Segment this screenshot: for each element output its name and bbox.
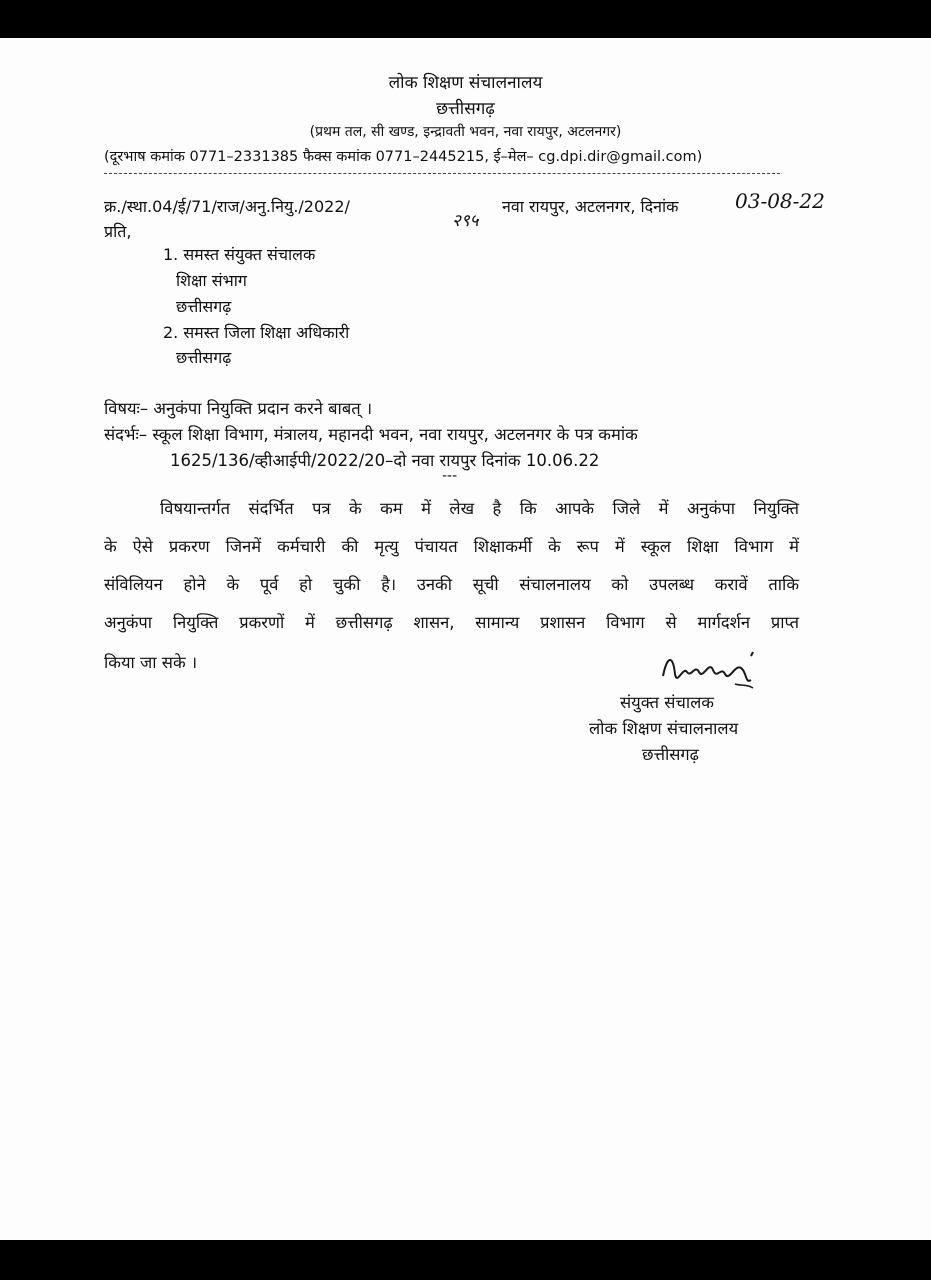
recipient-2-state: छत्तीसगढ़	[176, 348, 232, 367]
handwritten-signature	[655, 646, 765, 696]
subject-line: विषयः– अनुकंपा नियुक्ति प्रदान करने बाबत् ।	[104, 399, 373, 418]
body-line-5: किया जा सके ।	[104, 653, 198, 672]
recipient-1-title: 1. समस्त संयुक्त संचालक	[163, 245, 316, 264]
header-divider	[104, 173, 780, 174]
handwritten-date: 03-08-22	[735, 189, 825, 213]
body-line-3: संविलियन होने के पूर्व हो चुकी है। उनकी सूची संचालनालय को उपलब्ध करावें ताकि	[104, 575, 799, 594]
recipient-1-dept: शिक्षा संभाग	[176, 271, 247, 290]
contact-line: (दूरभाष कमांक 0771–2331385 फैक्स कमांक 0771–2445215, ई–मेल– cg.dpi.dir@gmail.com)	[104, 149, 703, 165]
org-name: लोक शिक्षण संचालनालय	[388, 73, 543, 93]
body-line-4: अनुकंपा नियुक्ति प्रकरणों में छत्तीसगढ़ शासन, सामान्य प्रशासन विभाग से मार्गदर्शन प्राप्त	[104, 613, 799, 632]
office-address: (प्रथम तल, सी खण्ड, इन्द्रावती भवन, नवा रायपुर, अटलनगर)	[309, 124, 622, 140]
recipient-1-state: छत्तीसगढ़	[176, 297, 232, 316]
to-label: प्रति,	[104, 222, 132, 241]
signatory-org: लोक शिक्षण संचालनालय	[589, 719, 739, 738]
state-name: छत्तीसगढ़	[436, 99, 495, 119]
place-date-label: नवा रायपुर, अटलनगर, दिनांक	[502, 197, 679, 216]
signatory-title: संयुक्त संचालक	[620, 693, 714, 712]
letter-page	[0, 38, 931, 1240]
body-line-1: विषयान्तर्गत संदर्भित पत्र के कम में लेख है कि आपके जिले में अनुकंपा नियुक्ति	[160, 499, 799, 518]
recipient-2-title: 2. समस्त जिला शिक्षा अधिकारी	[163, 323, 350, 342]
reference-separator: ---	[442, 468, 458, 484]
body-line-2: के ऐसे प्रकरण जिनमें कर्मचारी की मृत्यु पंचायत शिक्षाकर्मी के रूप में स्कूल शिक्षा विभाग में	[104, 537, 799, 556]
signatory-state: छत्तीसगढ़	[642, 745, 699, 764]
reference-number: क्र./स्था.04/ई/71/राज/अनु.नियु./2022/	[104, 197, 350, 216]
reference-line-2: 1625/136/व्हीआईपी/2022/20–दो नवा रायपुर दिनांक 10.06.22	[170, 451, 600, 470]
reference-line-1: संदर्भः– स्कूल शिक्षा विभाग, मंत्रालय, महानदी भवन, नवा रायपुर, अटलनगर के पत्र कमांक	[104, 425, 638, 444]
handwritten-dispatch-number: २९५	[452, 211, 479, 231]
